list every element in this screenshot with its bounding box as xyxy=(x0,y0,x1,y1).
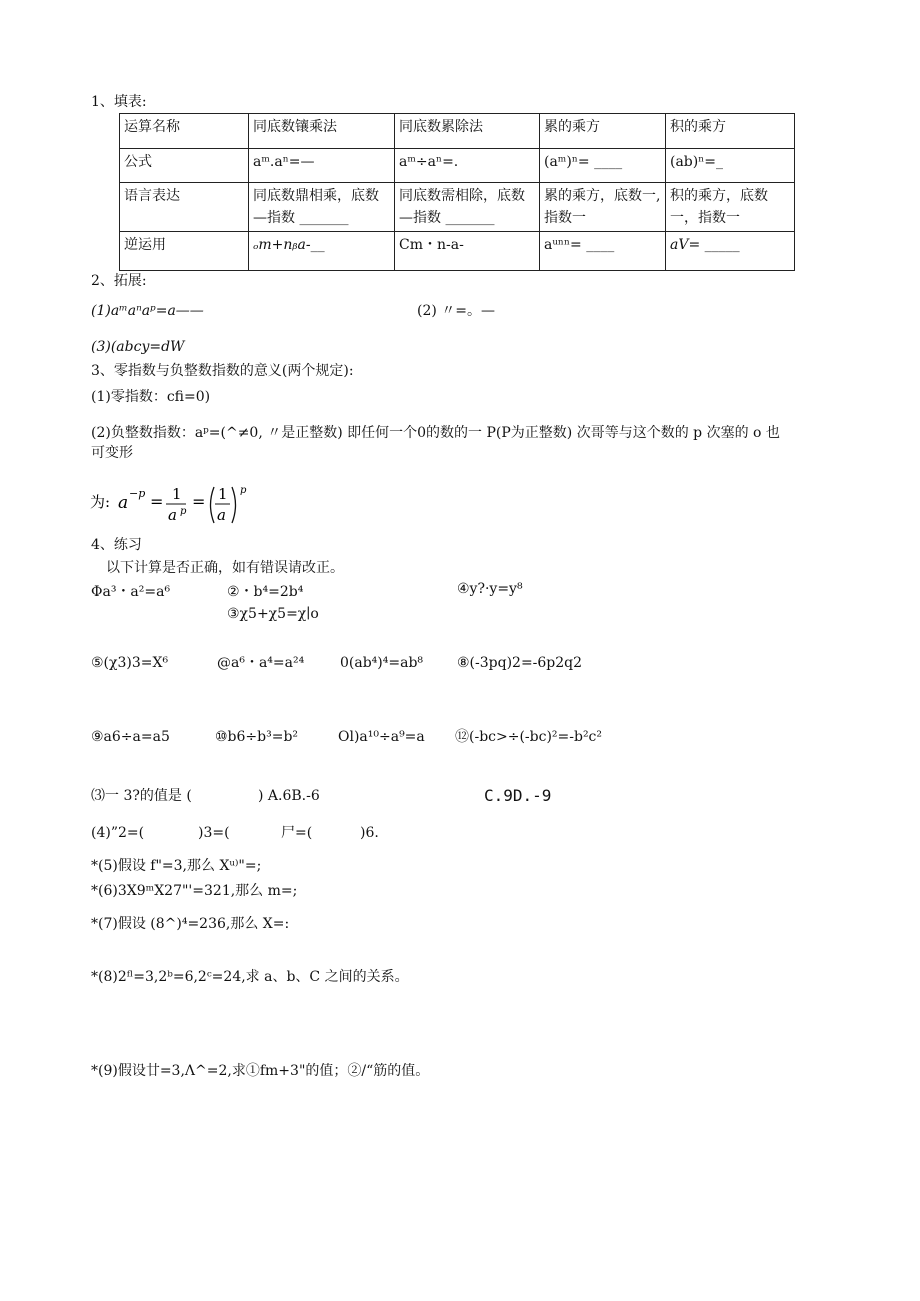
table-cell: 同底数鼎相乘，底数—指数 _______ xyxy=(249,183,395,232)
question-4-part-c: 尸=( xyxy=(281,825,313,841)
section-3-title: 3、零指数与负整数指数的意义(两个规定): xyxy=(91,363,354,379)
question-9: *(9)假设廿=3,Λ^=2,求①fm+3"的值；②/“筋的值。 xyxy=(91,1063,430,1079)
paren-numerator: 1 xyxy=(218,485,228,503)
table-cell: aᵐ÷aⁿ=. xyxy=(395,149,540,183)
table-row xyxy=(120,232,795,271)
exercise-11: Ol)a¹⁰÷a⁹=a xyxy=(338,729,425,745)
table-cell: 语言表达 xyxy=(120,183,249,232)
table-cell: 累的乘方，底数一, 指数一 xyxy=(540,183,666,232)
table-cell: 同底数镶乘法 xyxy=(249,114,395,149)
outer-exp: p xyxy=(240,485,247,496)
formula-denominator: a xyxy=(168,506,177,524)
left-paren xyxy=(211,487,215,523)
extension-item-2: (2) 〃=。— xyxy=(417,303,496,319)
question-4-part-b: )3=( xyxy=(198,825,230,841)
table-cell: (aᵐ)ⁿ= ____ xyxy=(540,149,666,183)
table-cell: (ab)ⁿ=_ xyxy=(666,149,795,183)
equals-sign: = xyxy=(150,492,164,511)
question-8: *(8)2ᶠˡ=3,2ᵇ=6,2ᶜ=24,求 a、b、C 之间的关系。 xyxy=(91,969,409,985)
question-4-part-d: )6. xyxy=(360,825,379,841)
equals-sign-2: = xyxy=(192,492,206,511)
table-cell: 同底数需相除，底数—指数 _______ xyxy=(395,183,540,232)
exercise-instructions: 以下计算是否正确，如有错误请改正。 xyxy=(106,560,344,576)
table-cell: aV= _____ xyxy=(666,232,795,271)
table-cell: ₒm+nᵦa-__ xyxy=(249,232,395,271)
formula-numerator: 1 xyxy=(172,485,182,503)
table-row xyxy=(120,149,795,183)
exercise-3: ③χ5+χ5=χ∣o xyxy=(227,606,319,622)
question-3-options-ab: ) A.6B.-6 xyxy=(258,788,320,804)
question-4-part-a: (4)”2=( xyxy=(91,825,145,841)
exercise-5: ⑤(χ3)3=X⁶ xyxy=(91,655,169,671)
right-paren xyxy=(232,487,236,523)
table-cell: 同底数累除法 xyxy=(395,114,540,149)
paren-denominator: a xyxy=(217,506,226,524)
exercise-6: @a⁶・a⁴=a²⁴ xyxy=(217,655,305,671)
extension-item-3: (3)(abcy=dW xyxy=(91,339,185,355)
exponent-rules-table xyxy=(119,113,795,271)
table-cell: aᵘⁿⁿ= ____ xyxy=(540,232,666,271)
question-3-options-cd: C.9D.-9 xyxy=(484,786,552,805)
formula-denominator-exp: p xyxy=(180,506,187,517)
question-7: *(7)假设 (8^)⁴=236,那么 X=: xyxy=(91,916,290,932)
table-row xyxy=(120,114,795,149)
exercise-2: ②・b⁴=2b⁴ xyxy=(227,584,304,600)
table-cell: 积的乘方，底数一，指数一 xyxy=(666,183,795,232)
table-cell: Cm・n-a- xyxy=(395,232,540,271)
negative-exponent-rule-cont: 可变形 xyxy=(91,445,133,461)
negative-exponent-formula xyxy=(88,484,258,526)
extension-item-1: (1)aᵐaⁿaᵖ=a—— xyxy=(91,303,204,319)
section-1-title: 1、填表: xyxy=(91,94,147,110)
section-4-title: 4、练习 xyxy=(91,537,142,553)
question-6: *(6)3X9ᵐX27"'=321,那么 m=; xyxy=(91,883,298,899)
exercise-1: Φa³・a²=a⁶ xyxy=(91,584,171,600)
table-cell: 公式 xyxy=(120,149,249,183)
table-cell: aᵐ.aⁿ=— xyxy=(249,149,395,183)
exercise-8: ⑧(-3pq)2=-6p2q2 xyxy=(457,655,583,671)
table-cell: 积的乘方 xyxy=(666,114,795,149)
exercise-7: 0(ab⁴)⁴=ab⁸ xyxy=(340,655,424,671)
question-3-stem: ⑶一 3?的值是 ( xyxy=(91,788,192,804)
exercise-9: ⑨a6÷a=a5 xyxy=(91,729,170,745)
exercise-10: ⑩b6÷b³=b² xyxy=(215,729,299,745)
formula-prefix: 为: xyxy=(90,493,111,511)
zero-exponent-rule: (1)零指数：cfi=0) xyxy=(91,389,211,405)
table-cell: 累的乘方 xyxy=(540,114,666,149)
question-5: *(5)假设 f"=3,那么 Xᵘ⁾"=; xyxy=(91,858,262,874)
formula-lhs: a xyxy=(118,493,129,513)
exercise-12: ⑫(-bc>÷(-bc)²=-b²c² xyxy=(455,729,603,745)
formula-lhs-exp: −p xyxy=(129,487,146,500)
negative-exponent-rule: (2)负整数指数：aᵖ=(^≠0, 〃是正整数) 即任何一个0的数的一 P(P为正整数) 次哥等与这个数的 p 次塞的 o 也 xyxy=(91,425,780,441)
table-row xyxy=(120,183,795,232)
exercise-4: ④y?·y=y⁸ xyxy=(457,581,523,597)
section-2-title: 2、拓展: xyxy=(91,273,147,289)
table-cell: 逆运用 xyxy=(120,232,249,271)
table-cell: 运算名称 xyxy=(120,114,249,149)
